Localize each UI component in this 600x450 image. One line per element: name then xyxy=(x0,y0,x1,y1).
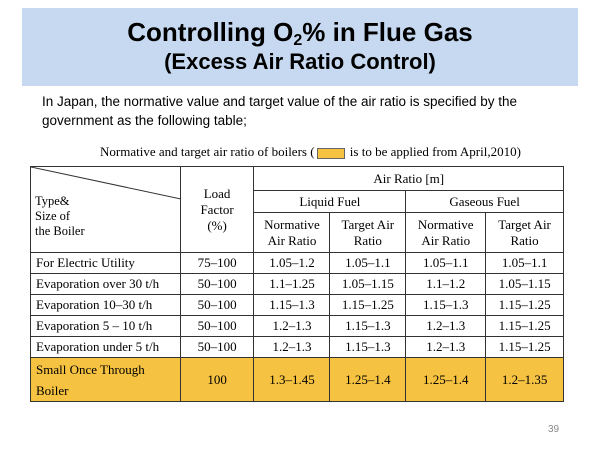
gas-target: 1.05–1.15 xyxy=(486,274,564,295)
boiler-type: For Electric Utility xyxy=(31,253,181,274)
boiler-type: Evaporation 10–30 t/h xyxy=(31,295,181,316)
gas-normative: 1.05–1.1 xyxy=(406,253,486,274)
load-factor: 75–100 xyxy=(180,253,254,274)
liquid-target: 1.05–1.1 xyxy=(330,253,406,274)
load-factor: 50–100 xyxy=(180,295,254,316)
liquid-normative: 1.3–1.45 xyxy=(254,358,330,402)
liquid-normative: 1.1–1.25 xyxy=(254,274,330,295)
gas-normative: 1.1–1.2 xyxy=(406,274,486,295)
liquid-target: 1.25–1.4 xyxy=(330,358,406,402)
table-row xyxy=(31,295,564,316)
gas-target: 1.15–1.25 xyxy=(486,316,564,337)
gas-normative: 1.2–1.3 xyxy=(406,316,486,337)
slide-subtitle: (Excess Air Ratio Control) xyxy=(164,49,436,74)
liquid-target: 1.05–1.15 xyxy=(330,274,406,295)
gas-target: 1.15–1.25 xyxy=(486,295,564,316)
liquid-fuel-header: Liquid Fuel xyxy=(254,191,406,213)
boiler-type: Small Once Through Boiler xyxy=(31,358,181,402)
title-banner xyxy=(22,8,578,86)
liquid-target: 1.15–1.3 xyxy=(330,316,406,337)
liquid-target: 1.15–1.25 xyxy=(330,295,406,316)
gaseous-fuel-header: Gaseous Fuel xyxy=(406,191,564,213)
load-factor-header: Load Factor (%) xyxy=(180,167,254,253)
boiler-type: Evaporation over 30 t/h xyxy=(31,274,181,295)
load-factor: 100 xyxy=(180,358,254,402)
page-number: 39 xyxy=(548,424,560,435)
gas-normative-header: Normative Air Ratio xyxy=(406,213,486,253)
table-row xyxy=(31,316,564,337)
slide-title: Controlling $O_2\%$ in Flue Gas xyxy=(127,17,473,49)
air-ratio-header: Air Ratio [m] xyxy=(254,167,564,191)
type-size-header: Type& Size of the Boiler xyxy=(31,167,181,253)
liquid-normative: 1.15–1.3 xyxy=(254,295,330,316)
liquid-normative-header: Normative Air Ratio xyxy=(254,213,330,253)
gas-target: 1.05–1.1 xyxy=(486,253,564,274)
table-row xyxy=(31,274,564,295)
table-row xyxy=(31,337,564,358)
gas-normative: 1.25–1.4 xyxy=(406,358,486,402)
table-row xyxy=(31,253,564,274)
table-caption: Normative and target air ratio of boilers ( is to be applied from April,2010) xyxy=(100,144,521,159)
boiler-type: Evaporation under 5 t/h xyxy=(31,337,181,358)
table-row-highlighted xyxy=(31,358,564,402)
liquid-target-header: Target Air Ratio xyxy=(330,213,406,253)
boiler-type: Evaporation 5 – 10 t/h xyxy=(31,316,181,337)
gas-target-header: Target Air Ratio xyxy=(486,213,564,253)
load-factor: 50–100 xyxy=(180,316,254,337)
gas-normative: 1.2–1.3 xyxy=(406,337,486,358)
gas-target: 1.15–1.25 xyxy=(486,337,564,358)
load-factor: 50–100 xyxy=(180,274,254,295)
gas-target: 1.2–1.35 xyxy=(486,358,564,402)
load-factor: 50–100 xyxy=(180,337,254,358)
liquid-normative: 1.2–1.3 xyxy=(254,337,330,358)
intro-text: In Japan, the normative value and target value of the air ratio is specified by the government as the following table; xyxy=(42,94,518,128)
liquid-normative: 1.2–1.3 xyxy=(254,316,330,337)
air-ratio-table xyxy=(30,166,564,402)
gas-normative: 1.15–1.3 xyxy=(406,295,486,316)
liquid-normative: 1.05–1.2 xyxy=(254,253,330,274)
liquid-target: 1.15–1.3 xyxy=(330,337,406,358)
highlight-swatch xyxy=(317,148,345,159)
